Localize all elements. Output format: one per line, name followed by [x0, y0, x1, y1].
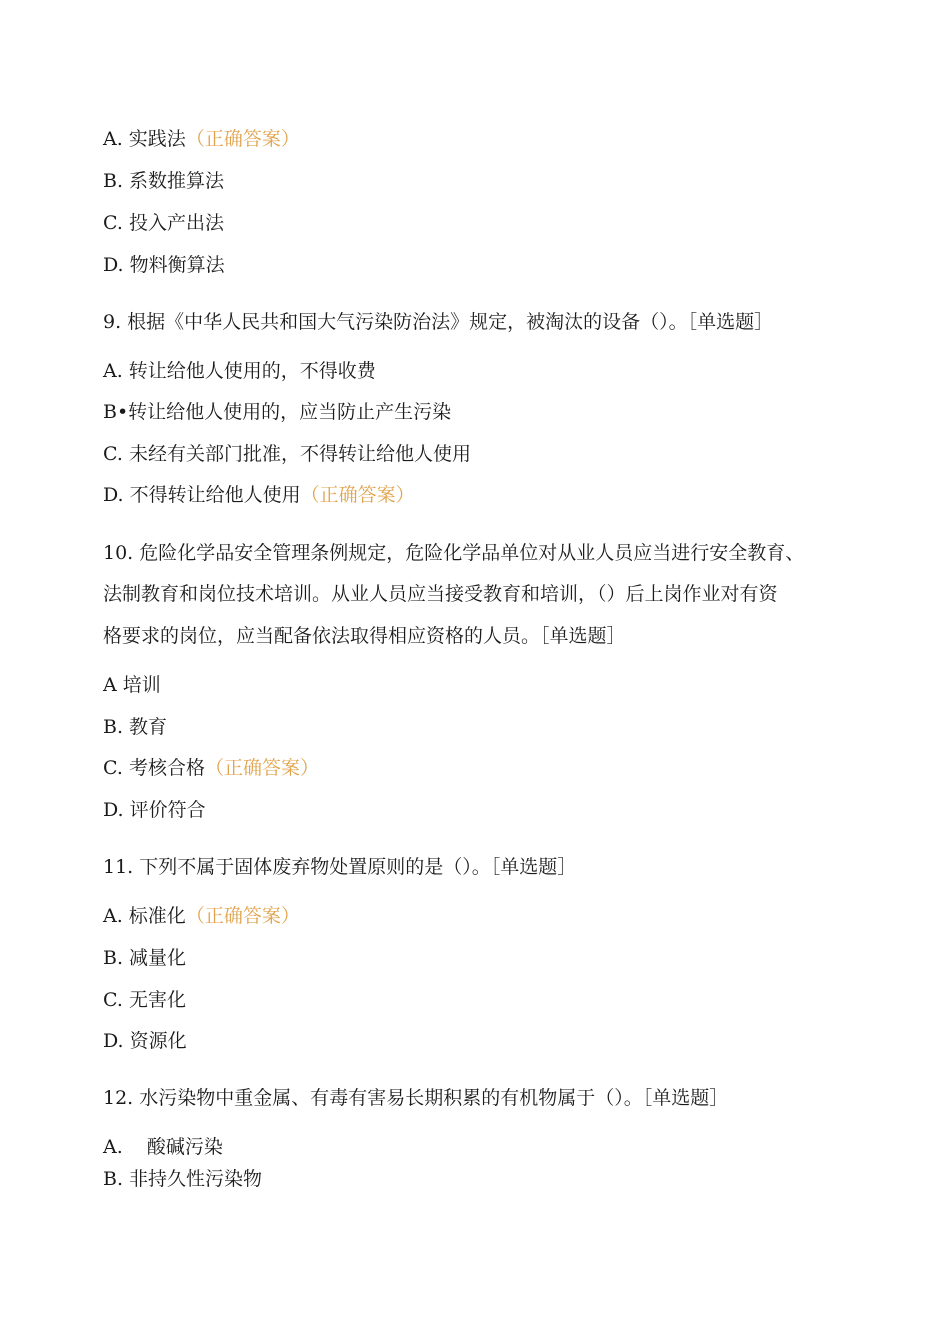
q10-option-b [103, 715, 167, 739]
q8-option-b [103, 169, 224, 193]
option-text: C. 无害化 [103, 989, 186, 1011]
option-text: C. 未经有关部门批准，不得转让给他人使用 [103, 443, 471, 465]
q9-question: 9. 根据《中华人民共和国大气污染防治法》规定，被淘汰的设备（）。［单选题］ [103, 311, 774, 333]
option-text: A. 标准化 [103, 905, 186, 927]
q8-option-a [103, 127, 300, 151]
q11-option-a [103, 904, 300, 928]
option-text: A. 酸碱污染 [103, 1136, 223, 1158]
q10-option-a [103, 673, 161, 697]
option-text: B. 非持久性污染物 [103, 1168, 263, 1190]
q10-option-d [103, 798, 206, 822]
option-text: C. 投入产出法 [103, 212, 224, 234]
q11-question: 11. 下列不属于固体废弃物处置原则的是（）。［单选题］ [103, 856, 577, 878]
q8-option-d [103, 253, 225, 277]
option-text: B•转让给他人使用的，应当防止产生污染 [103, 401, 452, 423]
option-text: A 培训 [103, 674, 161, 696]
q9-option-c [103, 442, 471, 466]
q9-option-b [103, 400, 451, 424]
correct-answer-mark: （正确答案） [185, 905, 300, 927]
q10-option-c [103, 756, 319, 780]
q9-option-d [103, 483, 415, 507]
option-text: D. 不得转让给他人使用 [103, 484, 301, 506]
option-text: A. 转让给他人使用的，不得收费 [103, 360, 376, 382]
correct-answer-mark: （正确答案） [300, 484, 415, 506]
option-text: B. 教育 [103, 716, 168, 738]
q11-option-d [103, 1029, 187, 1053]
q11-option-c [103, 988, 186, 1012]
q10-question-line-1: 10. 危险化学品安全管理条例规定，危险化学品单位对从业人员应当进行安全教育、 [103, 542, 805, 564]
option-text: D. 评价符合 [103, 799, 206, 821]
correct-answer-mark: （正确答案） [185, 128, 300, 150]
q12-option-b [103, 1167, 262, 1191]
option-text: C. 考核合格 [103, 757, 205, 779]
q12-question: 12. 水污染物中重金属、有毒有害易长期积累的有机物属于（）。［单选题］ [103, 1087, 729, 1109]
q10-question-line-2: 法制教育和岗位技术培训。从业人员应当接受教育和培训，（）后上岗作业对有资 [103, 583, 778, 605]
q12-option-a [103, 1135, 223, 1159]
q8-option-c [103, 211, 224, 235]
q10-question-line-3: 格要求的岗位，应当配备依法取得相应资格的人员。［单选题］ [103, 625, 626, 647]
correct-answer-mark: （正确答案） [204, 757, 319, 779]
option-text: B. 减量化 [103, 947, 187, 969]
q11-option-b [103, 946, 186, 970]
q9-option-a [103, 359, 376, 383]
option-text: B. 系数推算法 [103, 170, 225, 192]
option-text: A. 实践法 [103, 128, 186, 150]
option-text: D. 物料衡算法 [103, 254, 225, 276]
option-text: D. 资源化 [103, 1030, 187, 1052]
